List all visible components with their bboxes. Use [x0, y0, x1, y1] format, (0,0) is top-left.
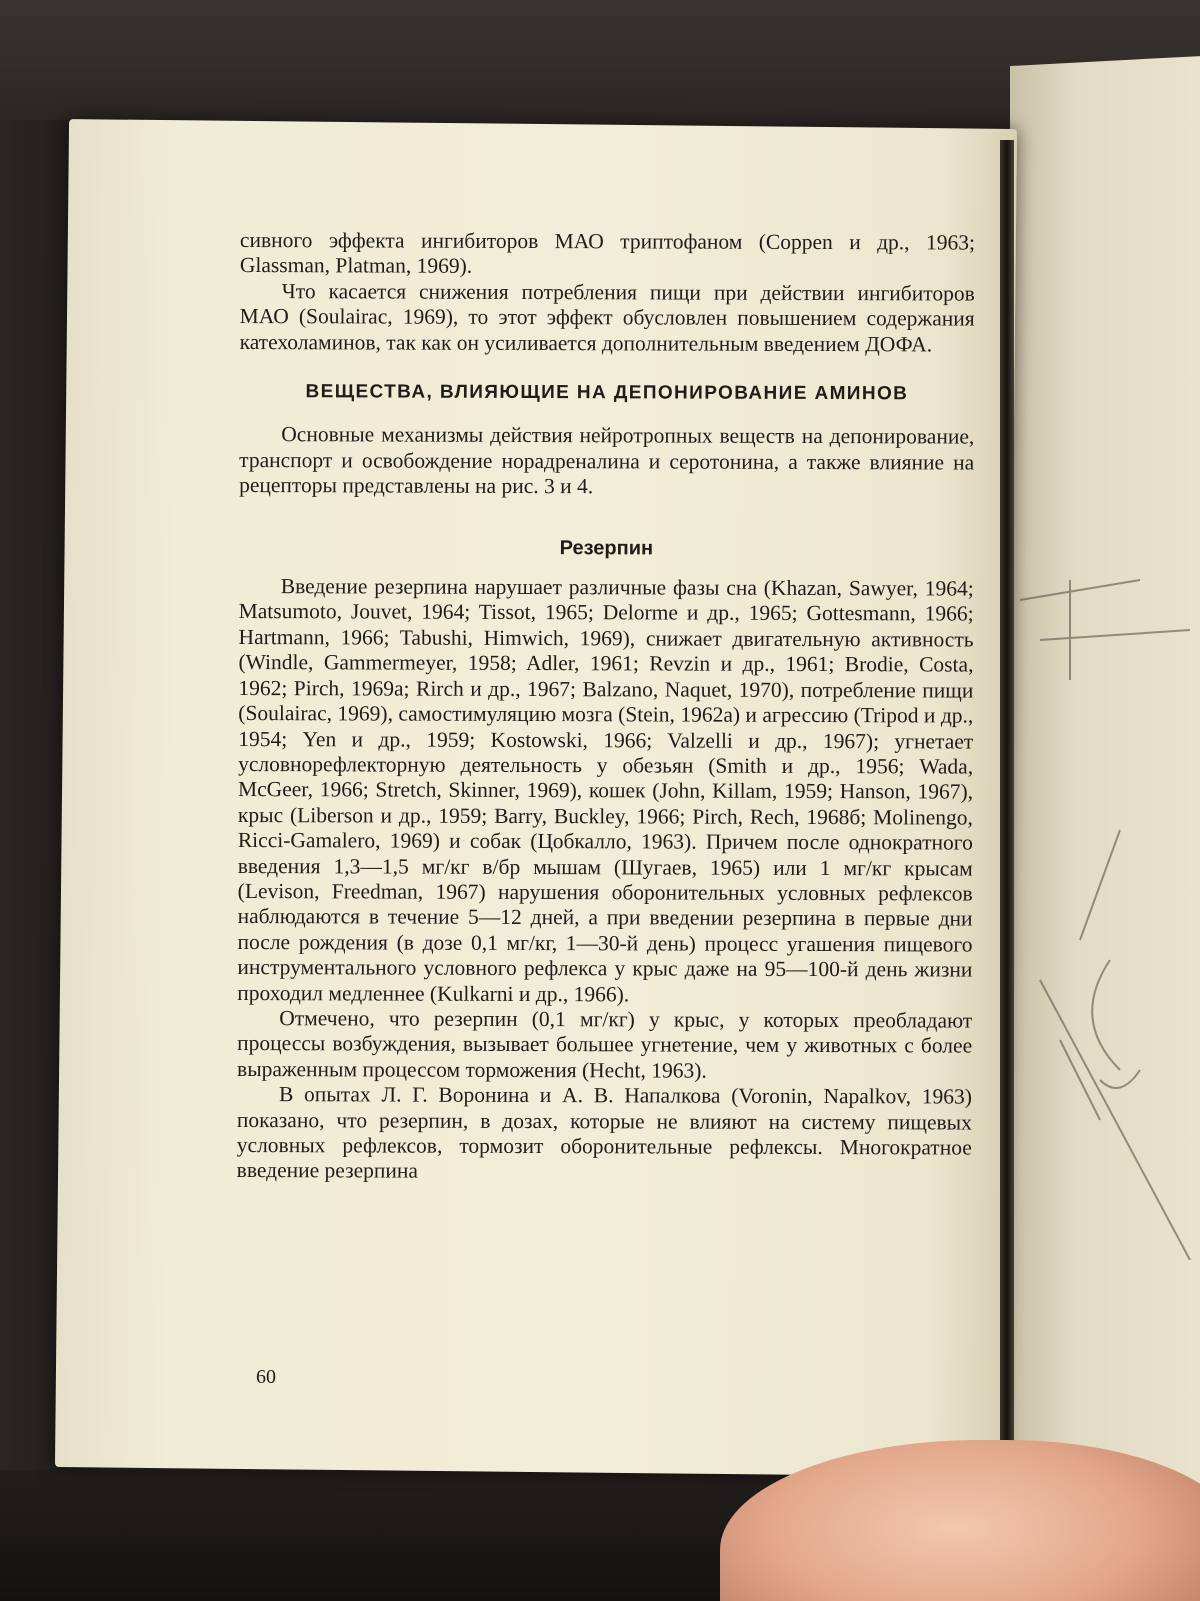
- facing-page-diagram: [1000, 560, 1200, 1260]
- section-heading: ВЕЩЕСТВА, ВЛИЯЮЩИЕ НА ДЕПОНИРОВАНИЕ АМИНОВ: [305, 381, 909, 405]
- paragraph-continuation: сивного эффекта ингибиторов МАО триптофаном (Coppen и др., 1963; Glassman, Platman, 1969).: [239, 228, 975, 279]
- paragraph-mechanisms: Основные механизмы действия нейротропных веществ на депонирование, транспорт и освобождение норадреналина и серотонина, а также влияние на рецепторы представлены на рис. 3 и 4.: [239, 422, 975, 499]
- page-text: [237, 228, 975, 1186]
- page-number: 60: [256, 1366, 276, 1388]
- paragraph-food-intake: Что касается снижения потребления пищи при действии ингибиторов МАО (Soulairac, 1969), то этот эффект обусловлен повышением содержания катехоламинов, так как он усиливается дополнительным введением ДОФА.: [239, 278, 975, 357]
- paragraph-voronin: В опытах Л. Г. Воронина и А. В. Напалкова (Voronin, Napalkov, 1963) показано, что резерпин, в дозах, которые не влияют на систему пищевых условных рефлексов, тормозит оборонительные рефлексы. Многократное введение резерпина: [236, 1082, 973, 1184]
- subsection-heading-reserpine: Резерпин: [559, 536, 654, 560]
- paragraph-hecht: Отмечено, что резерпин (0,1 мг/кг) у крыс, у которых преобладают процессы возбуждения, вызывает большее угнетение, чем у животных с более выраженным процессом торможения (Hecht, 1963).: [237, 1006, 973, 1083]
- book-spine: [1000, 140, 1014, 1450]
- paragraph-reserpine-effects: Введение резерпина нарушает различные фазы сна (Khazan, Sawyer, 1964; Matsumoto, Jouvet, 1964; Tissot, 1965; Delorme и др., 1965; Gottesmann, 1966; Hartmann, 1966; Tabushi, Himwich, 1969), снижает двигательную активность (Windle, Gammermeyer, 1958; Adler, 1961; Revzin и др., 1961; Brodie, Costa, 1962; Pirch, 1969a; Rirch и др., 1967; Balzano, Naquet, 1970), потребление пищи (Soulairac, 1969), самостимуляцию мозга (Stein, 1962a) и агрессию (Tripod и др., 1954; Yen и др., 1959; Kostowski, 1966; Valzelli и др., 1967); угнетает условнорефлекторную деятельность у обезьян (Smith и др., 1956; Wada, McGeer, 1966; Stretch, Skinner, 1969), кошек (John, Killam, 1959; Hanson, 1967), крыс (Liberson и др., 1959; Barry, Buckley, 1966; Pirch, Rech, 1968б; Molinengo, Ricci-Gamalero, 1969) и собак (Цобкалло, 1963). Причем после однократного введения 1,3—1,5 мг/кг в/бр мышам (Шугаев, 1965) или 1 мг/кг крысам (Levison, Freedman, 1967) нарушения оборонительных условных рефлексов наблюдаются в течение 5—12 дней, а при введении резерпина в первые дни после рождения (в дозе 0,1 мг/кг, 1—30-й день) процесс угашения пищевого инструментального условного рефлекса у крыс даже на 95—100-й день жизни проходил медленнее (Kulkarni и др., 1966).: [237, 574, 974, 1006]
